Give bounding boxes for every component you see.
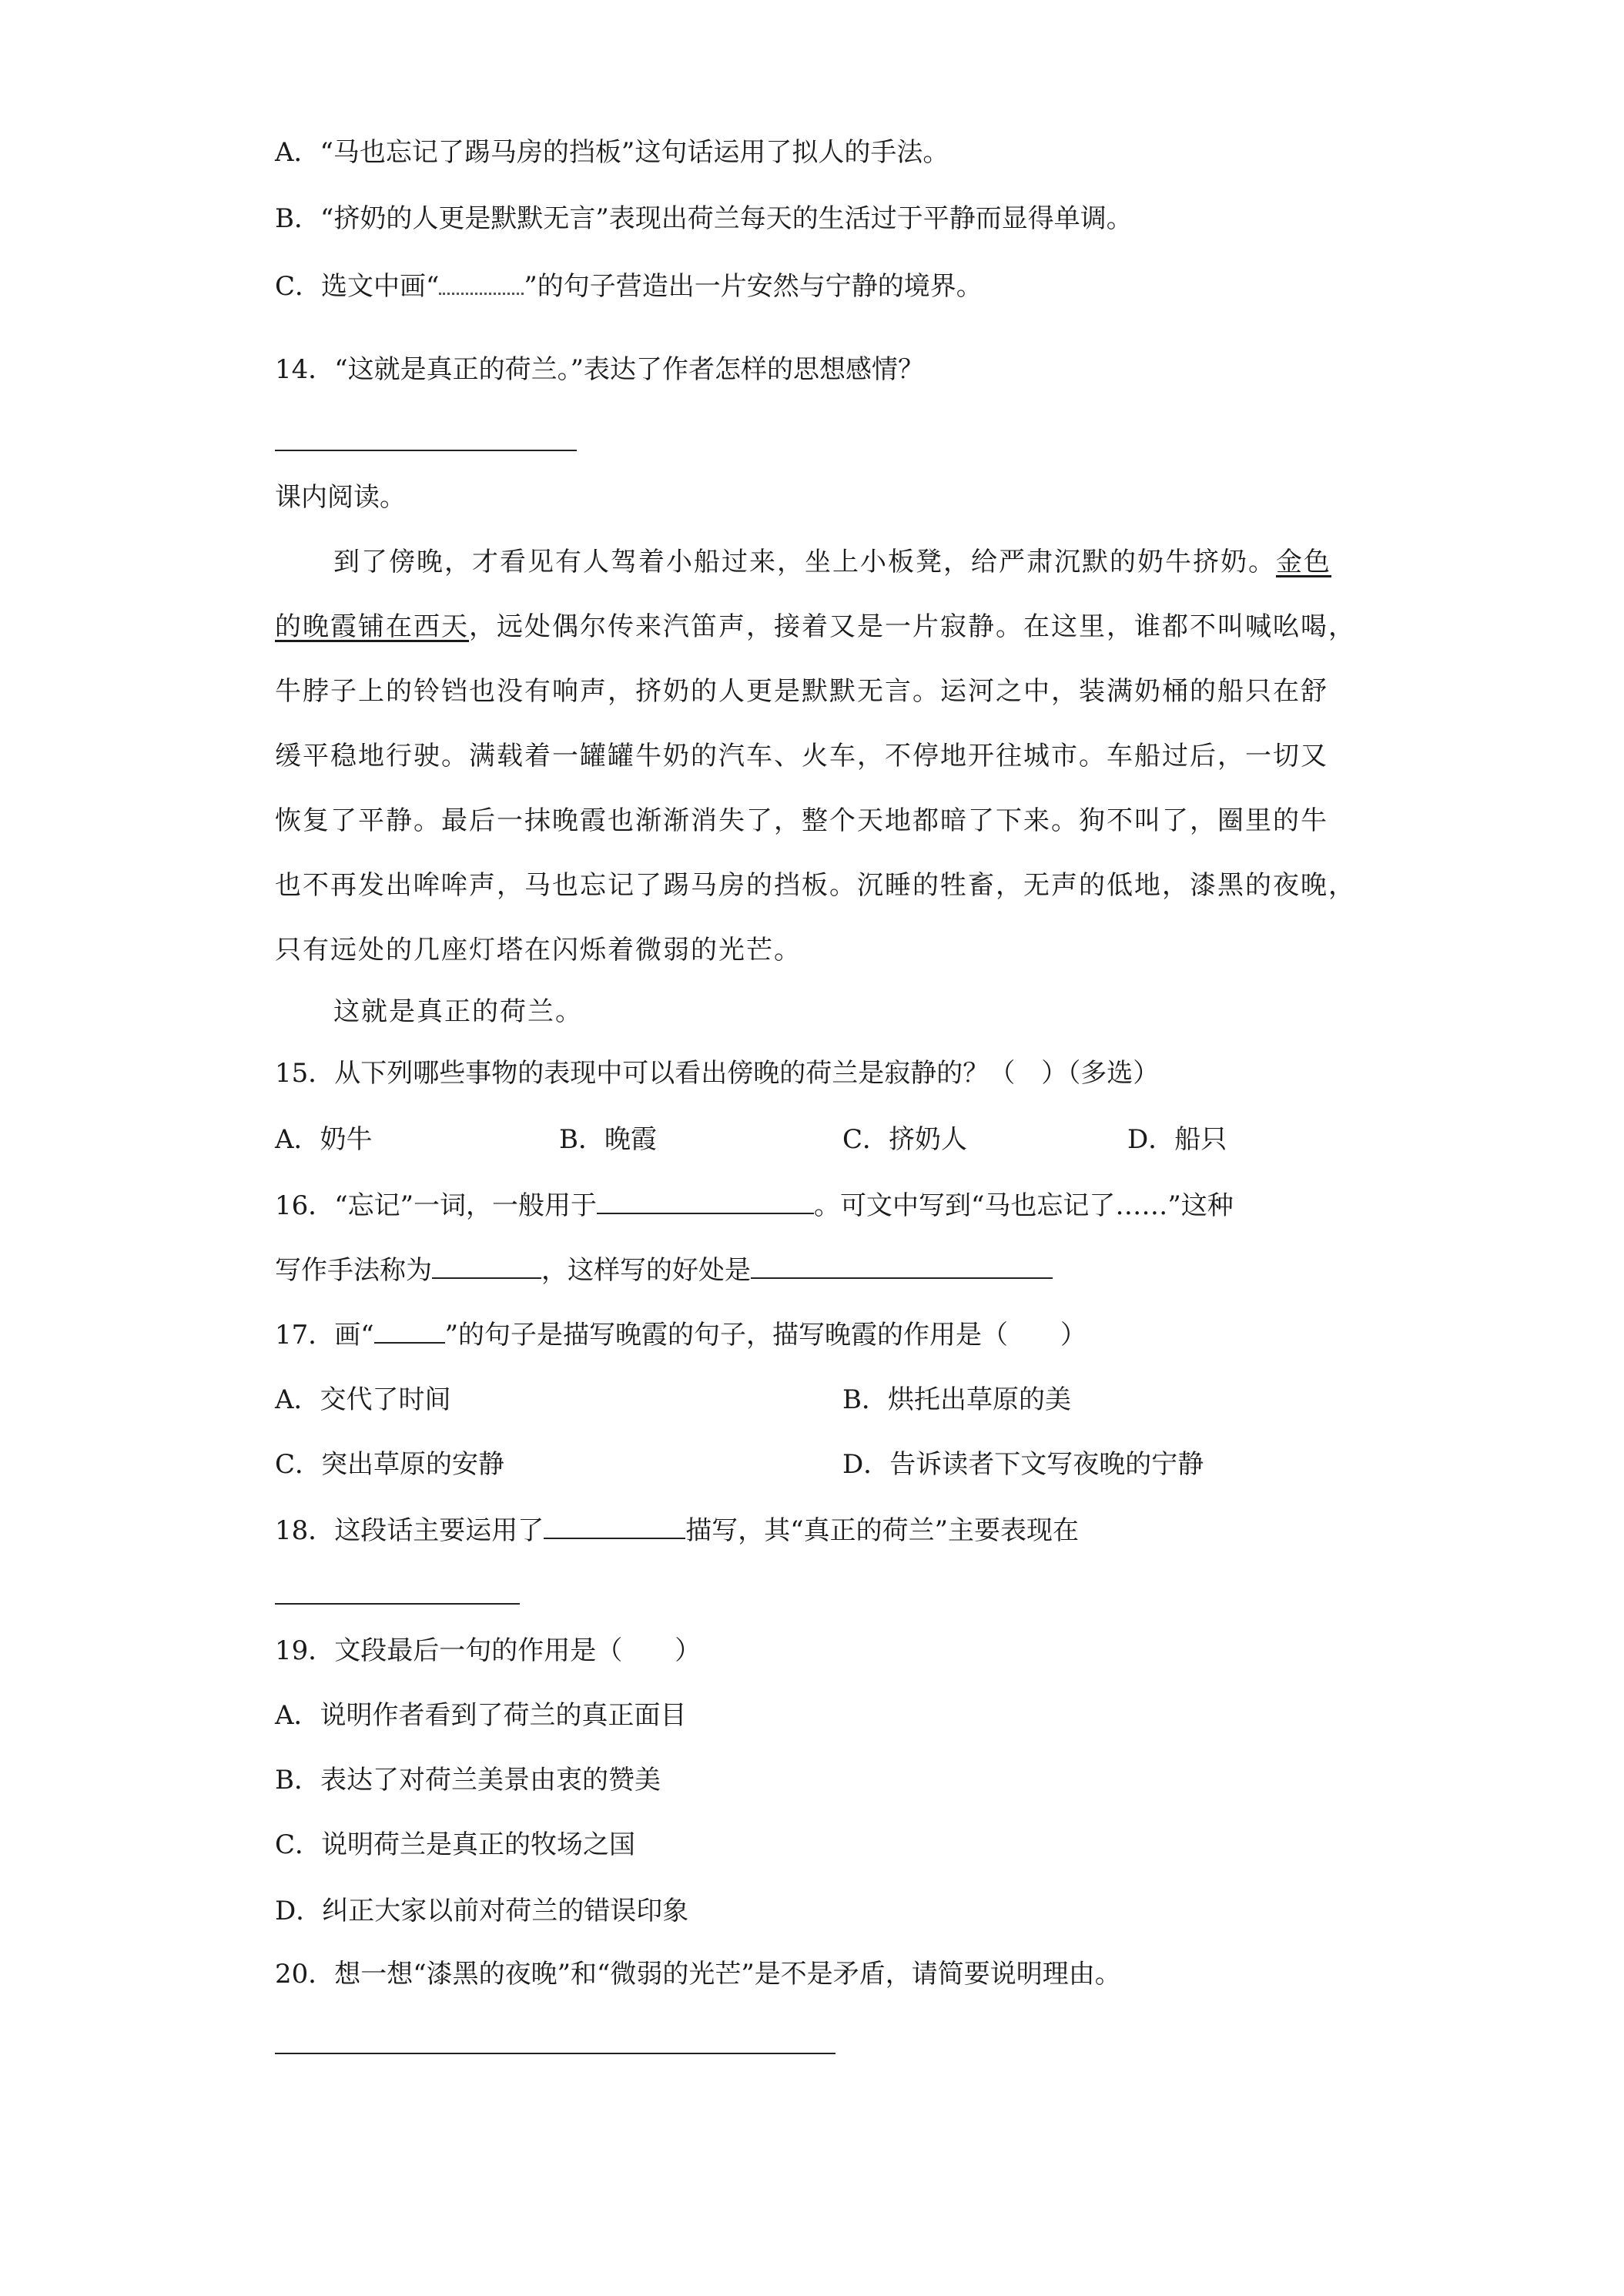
passage-line-7: 只有远处的几座灯塔在闪烁着微弱的光芒。 bbox=[275, 935, 802, 966]
question-16-line-2 bbox=[275, 1253, 1053, 1287]
passage-line-6: 也不再发出哞哞声，马也忘记了踢马房的挡板。沉睡的牲畜，无声的低地，漆黑的夜晚， bbox=[275, 870, 1356, 901]
q19-option-d[interactable]: D．纠正大家以前对荷兰的错误印象 bbox=[275, 1896, 689, 1926]
q13-option-b: B．“挤奶的人更是默默无言”表现出荷兰每天的生活过于平静而显得单调。 bbox=[275, 203, 1133, 234]
question-17 bbox=[275, 1318, 1087, 1352]
q17-option-a[interactable]: A．交代了时间 bbox=[275, 1384, 451, 1415]
q16-blank-2[interactable] bbox=[432, 1254, 541, 1279]
question-16-line-1 bbox=[275, 1189, 1234, 1223]
q13-option-c-prefix: C．选文中画“ bbox=[275, 271, 440, 302]
q15-option-c[interactable]: C．挤奶人 bbox=[842, 1124, 968, 1155]
q15-option-b[interactable]: B．晚霞 bbox=[559, 1124, 657, 1155]
passage-underlined-end: 的晚霞铺在西天 bbox=[275, 611, 469, 642]
question-19: 19．文段最后一句的作用是（ ） bbox=[275, 1635, 702, 1666]
q18-text-2: 描写，其“真正的荷兰”主要表现在 bbox=[685, 1515, 1080, 1546]
passage-line-1 bbox=[333, 545, 1331, 579]
q15-option-a[interactable]: A．奶牛 bbox=[275, 1124, 373, 1155]
q16-text-1: 16．“忘记”一词，一般用于 bbox=[275, 1190, 598, 1221]
question-15: 15．从下列哪些事物的表现中可以看出傍晚的荷兰是寂静的？（ ）（多选） bbox=[275, 1058, 1160, 1089]
q16-text-4: ，这样写的好处是 bbox=[541, 1255, 751, 1286]
passage-underlined-start: 金色 bbox=[1276, 547, 1331, 577]
q14-answer-line[interactable] bbox=[275, 450, 577, 451]
q18-answer-line[interactable] bbox=[275, 1603, 520, 1605]
question-14: 14．“这就是真正的荷兰。”表达了作者怎样的思想感情？ bbox=[275, 354, 925, 385]
q13-option-a: A．“马也忘记了踢马房的挡板”这句话运用了拟人的手法。 bbox=[275, 137, 949, 168]
wavy-underline-mark bbox=[439, 273, 524, 295]
q17-option-c[interactable]: C．突出草原的安静 bbox=[275, 1449, 505, 1480]
q17-text-2: ”的句子是描写晚霞的句子，描写晚霞的作用是（ ） bbox=[444, 1320, 1087, 1350]
question-18 bbox=[275, 1514, 1079, 1548]
passage-line-4: 缓平稳地行驶。满载着一罐罐牛奶的汽车、火车，不停地开往城市。车船过后，一切又 bbox=[275, 741, 1328, 771]
passage-line-5: 恢复了平静。最后一抹晚霞也渐渐消失了，整个天地都暗了下来。狗不叫了，圈里的牛 bbox=[275, 805, 1328, 836]
q20-answer-line[interactable] bbox=[275, 2053, 835, 2054]
passage-line-3: 牛脖子上的铃铛也没有响声，挤奶的人更是默默无言。运河之中，装满奶桶的船只在舒 bbox=[275, 676, 1328, 707]
question-20: 20．想一想“漆黑的夜晚”和“微弱的光芒”是不是矛盾，请简要说明理由。 bbox=[275, 1959, 1121, 1990]
q15-option-d[interactable]: D．船只 bbox=[1127, 1124, 1227, 1155]
q16-blank-3[interactable] bbox=[751, 1254, 1053, 1279]
q18-text-1: 18．这段话主要运用了 bbox=[275, 1515, 544, 1546]
passage-line-2-text: ，远处偶尔传来汽笛声，接着又是一片寂静。在这里，谁都不叫喊吆喝， bbox=[469, 611, 1356, 642]
q19-option-b[interactable]: B．表达了对荷兰美景由衷的赞美 bbox=[275, 1765, 661, 1796]
q17-text-1: 17．画“ bbox=[275, 1320, 374, 1350]
passage-line-8: 这就是真正的荷兰。 bbox=[333, 996, 583, 1027]
q19-option-a[interactable]: A．说明作者看到了荷兰的真正面目 bbox=[275, 1700, 687, 1731]
q13-option-c bbox=[275, 269, 983, 303]
q19-option-c[interactable]: C．说明荷兰是真正的牧场之国 bbox=[275, 1829, 636, 1860]
q16-blank-1[interactable] bbox=[597, 1190, 814, 1214]
passage-line-1-text: 到了傍晚，才看见有人驾着小船过来，坐上小板凳，给严肃沉默的奶牛挤奶。 bbox=[333, 547, 1276, 577]
section-title: 课内阅读。 bbox=[275, 482, 406, 513]
passage-line-2 bbox=[275, 610, 1356, 644]
q16-text-3: 写作手法称为 bbox=[275, 1255, 432, 1286]
q16-text-2: 。可文中写到“马也忘记了……”这种 bbox=[814, 1190, 1234, 1221]
q17-underline-mark bbox=[374, 1319, 445, 1344]
q17-option-d[interactable]: D．告诉读者下文写夜晚的宁静 bbox=[842, 1449, 1204, 1480]
q13-option-c-suffix: ”的句子营造出一片安然与宁静的境界。 bbox=[524, 271, 983, 302]
q17-option-b[interactable]: B．烘托出草原的美 bbox=[842, 1384, 1071, 1415]
q18-blank[interactable] bbox=[544, 1514, 685, 1539]
